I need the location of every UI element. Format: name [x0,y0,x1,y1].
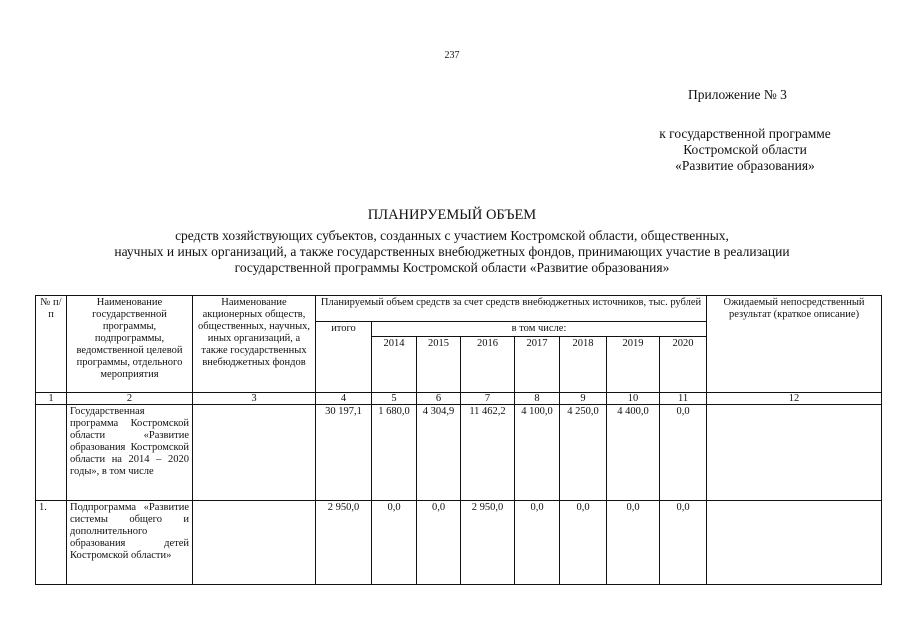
row-total: 30 197,1 [316,405,372,501]
header-year: 2017 [515,337,560,393]
column-number: 1 [36,393,67,405]
row-year-value: 0,0 [560,501,607,585]
row-org [193,405,316,501]
row-year-value: 0,0 [372,501,417,585]
header-result: Ожидаемый непосредственный результат (краткое описание) [707,296,882,393]
row-year-value: 1 680,0 [372,405,417,501]
column-number: 12 [707,393,882,405]
row-year-value: 11 462,2 [461,405,515,501]
row-year-value: 4 304,9 [417,405,461,501]
appendix-line: к государственной программе [659,126,831,141]
column-number: 4 [316,393,372,405]
header-planned: Планируемый объем средств за счет средств внебюджетных источников, тыс. рублей [316,296,707,322]
document-title: ПЛАНИРУЕМЫЙ ОБЪЕМ [367,207,537,223]
page-number: 237 [444,50,460,61]
funding-table [35,295,882,585]
subtitle-line: научных и иных организаций, а также государственных внебюджетных фондов, принимающих участие в реализации [114,244,790,259]
column-number: 6 [417,393,461,405]
row-year-value: 0,0 [660,405,707,501]
header-year: 2018 [560,337,607,393]
row-name: Государственная программа Костромской области «Развитие образования Костромской области на 2014 – 2020 годы», в том числе [67,405,193,501]
row-result [707,405,882,501]
row-result [707,501,882,585]
row-year-value: 0,0 [660,501,707,585]
column-number: 7 [461,393,515,405]
row-year-value: 4 250,0 [560,405,607,501]
document-subtitle [40,228,864,276]
header-row [36,296,882,322]
column-number: 10 [607,393,660,405]
row-total: 2 950,0 [316,501,372,585]
row-num [36,405,67,501]
header-including: в том числе: [372,322,707,337]
column-number: 8 [515,393,560,405]
table-row [36,405,882,501]
appendix-line: «Развитие образования» [675,158,815,173]
column-number: 11 [660,393,707,405]
header-year: 2014 [372,337,417,393]
header-total: итого [316,322,372,393]
header-year: 2016 [461,337,515,393]
row-year-value: 0,0 [607,501,660,585]
row-num: 1. [36,501,67,585]
appendix-subtitle [600,126,890,174]
header-year: 2019 [607,337,660,393]
column-number: 2 [67,393,193,405]
header-companies: Наименование акционерных обществ, общественных, научных, иных организаций, а также государственных внебюджетных фондов [193,296,316,393]
header-year: 2020 [660,337,707,393]
subtitle-line: средств хозяйствующих субъектов, созданных с участием Костромской области, общественных, [175,228,729,243]
subtitle-line: государственной программы Костромской области «Развитие образования» [234,260,670,275]
header-program: Наименование государственной программы, подпрограммы, ведомственной целевой программы, отдельного мероприятия [67,296,193,393]
row-year-value: 4 100,0 [515,405,560,501]
header-year: 2015 [417,337,461,393]
appendix-title: Приложение № 3 [688,87,787,102]
row-org [193,501,316,585]
appendix-line: Костромской области [683,142,807,157]
row-year-value: 2 950,0 [461,501,515,585]
row-year-value: 4 400,0 [607,405,660,501]
column-number: 3 [193,393,316,405]
row-name: Подпрограмма «Развитие системы общего и дополнительного образования детей Костромской области» [67,501,193,585]
column-number-row [36,393,882,405]
row-year-value: 0,0 [417,501,461,585]
column-number: 5 [372,393,417,405]
table-row [36,501,882,585]
header-num: № п/п [36,296,67,393]
row-year-value: 0,0 [515,501,560,585]
column-number: 9 [560,393,607,405]
